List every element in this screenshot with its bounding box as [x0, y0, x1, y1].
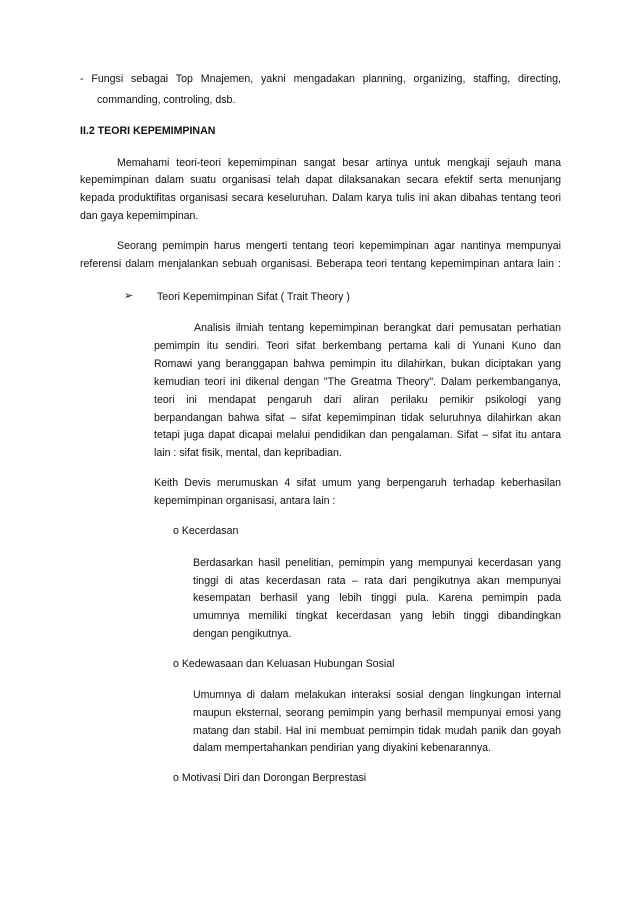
section-heading: II.2 TEORI KEPEMIMPINAN — [80, 125, 216, 137]
trait-paragraph-line-4: kemudian teori ini dikenal dengan "The Greatma Theory". Dalam perkembanganya, — [154, 376, 561, 388]
trait-paragraph-line-3: Romawi yang beranggapan bahwa pemimpin itu dilahirkan, bukan diciptakan yang — [154, 358, 561, 370]
paragraph2-line-2: referensi dalam menjalankan sebuah organisasi. Beberapa teori tentang kepemimpinan antara lain : — [80, 258, 561, 270]
theory-title: Teori Kepemimpinan Sifat ( Trait Theory ) — [157, 291, 350, 303]
arrow-bullet-icon: ➢ — [124, 290, 134, 302]
trait-paragraph-line-8: lain : sifat fisik, mental, dan kepribadian. — [154, 447, 342, 459]
trait-paragraph-line-5: teori ini mendapat pengaruh dari aliran perilaku pemikir psikologi yang — [154, 394, 561, 406]
davis-paragraph-line-2: kepemimpinan organisasi, antara lain : — [154, 495, 336, 507]
kecerdasan-line-4: umumnya memiliki tingkat kecerdasan yang lebih tinggi dibandingkan — [193, 610, 561, 622]
kedewasaan-line-2: maupun eksternal, seorang pemimpin yang berhasil mempunyai emosi yang — [193, 707, 561, 719]
intro-bullet-line-1: - Fungsi sebagai Top Mnajemen, yakni mengadakan planning, organizing, staffing, directing, — [80, 73, 561, 85]
kedewasaan-line-4: dalam mempertahankan pendirian yang diyakini kebenarannya. — [193, 742, 491, 754]
paragraph1-line-2: kepemimpinan dalam suatu organisasi telah dapat dilaksanakan secara efektif serta menunjang — [80, 174, 561, 186]
kecerdasan-line-1: Berdasarkan hasil penelitian, pemimpin yang mempunyai kecerdasan yang — [193, 557, 561, 569]
paragraph1-line-4: dan gaya kepemimpinan. — [80, 210, 199, 222]
paragraph1-line-1: Memahami teori-teori kepemimpinan sangat besar artinya untuk mengkaji sejauh mana — [117, 157, 561, 169]
davis-paragraph-line-1: Keith Devis merumuskan 4 sifat umum yang berpengaruh terhadap keberhasilan — [154, 477, 561, 489]
trait-label-motivasi: o Motivasi Diri dan Dorongan Berprestasi — [173, 772, 367, 784]
trait-label-kedewasaan: o Kedewasaan dan Keluasan Hubungan Sosial — [173, 658, 395, 670]
trait-label-kecerdasan: o Kecerdasan — [173, 525, 239, 537]
paragraph2-line-1: Seorang pemimpin harus mengerti tentang teori kepemimpinan agar nantinya mempunyai — [117, 240, 561, 252]
paragraph1-line-3: kepada produktifitas organisasi secara keseluruhan. Dalam karya tulis ini akan dibahas tentang teori — [80, 192, 561, 204]
trait-paragraph-line-6: berpandangan bahwa sifat – sifat kepemimpinan tidak seluruhnya dilahirkan akan — [154, 412, 561, 424]
trait-paragraph-line-2: pemimpin itu sendiri. Teori sifat berkembang pertama kali di Yunani Kuno dan — [154, 340, 561, 352]
kecerdasan-line-5: dengan pengikutnya. — [193, 628, 292, 640]
trait-paragraph-line-7: tetapi juga dapat dicapai melalui pendidikan dan pengalaman. Sifat – sifat itu antara — [154, 429, 561, 441]
kedewasaan-line-1: Umumnya di dalam melakukan interaksi sosial dengan lingkungan internal — [193, 689, 561, 701]
intro-bullet-line-2: commanding, controling, dsb. — [97, 94, 236, 106]
kecerdasan-line-2: tinggi di atas kecerdasan rata – rata dari pengikutnya akan mempunyai — [193, 575, 561, 587]
trait-paragraph-line-1: Analisis ilmiah tentang kepemimpinan berangkat dari pemusatan perhatian — [194, 322, 561, 334]
kedewasaan-line-3: matang dan stabil. Hal ini membuat pemimpin tidak mudah panik dan goyah — [193, 725, 561, 737]
kecerdasan-line-3: kesempatan berhasil yang lebih tinggi pula. Karena pemimpin pada — [193, 592, 561, 604]
